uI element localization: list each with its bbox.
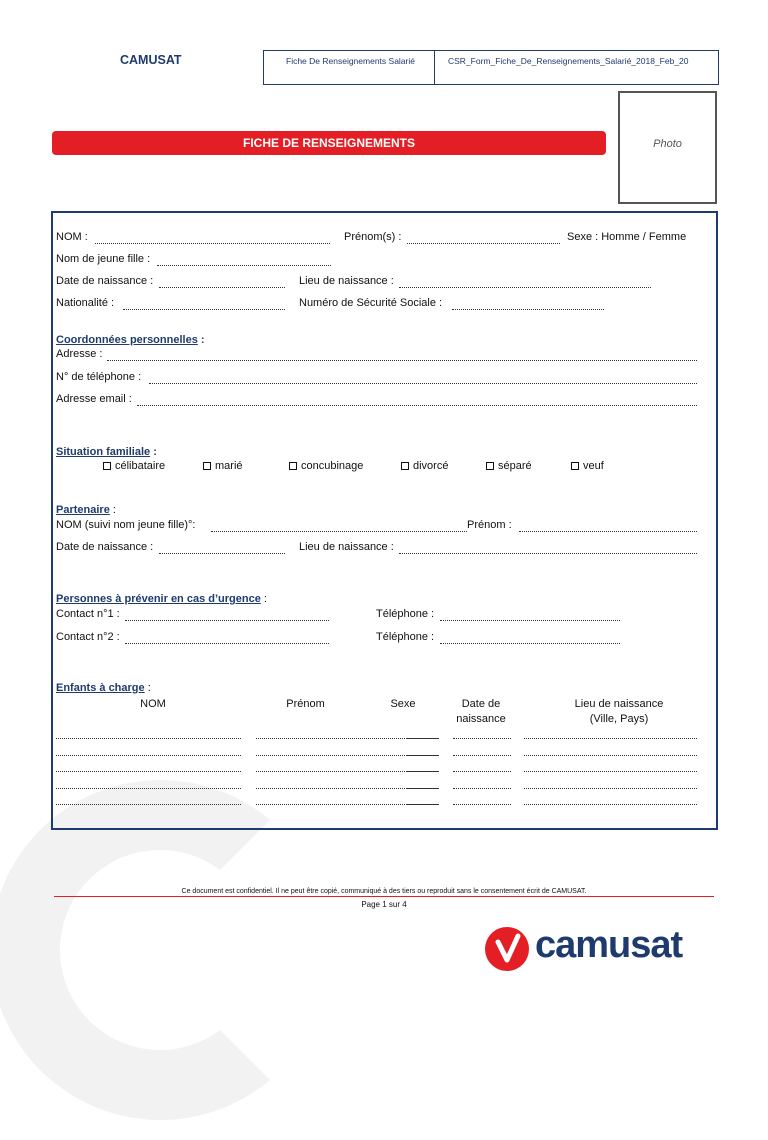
checkbox-icon[interactable]	[571, 462, 579, 470]
camusat-logo-text: camusat	[535, 924, 683, 966]
checkbox-icon[interactable]	[103, 462, 111, 470]
telephone-field[interactable]	[149, 383, 697, 384]
date-naissance-label: Date de naissance :	[56, 275, 154, 287]
contact1-field[interactable]	[125, 620, 329, 621]
adresse-field[interactable]	[107, 360, 697, 361]
child-nom-field[interactable]	[56, 788, 241, 789]
child-date-field[interactable]	[453, 788, 511, 789]
checkbox-icon[interactable]	[486, 462, 494, 470]
lieu-naissance-label: Lieu de naissance :	[299, 275, 394, 287]
securite-sociale-field[interactable]	[452, 309, 604, 310]
child-lieu-field[interactable]	[524, 771, 697, 772]
child-lieu-field[interactable]	[524, 738, 697, 739]
partenaire-heading: Partenaire :	[56, 504, 116, 516]
option-veuf[interactable]: veuf	[571, 460, 604, 472]
contact2-label: Contact n°2 :	[56, 631, 120, 643]
partenaire-nom-label: NOM (suivi nom jeune fille)°:	[56, 519, 196, 531]
option-marie[interactable]: marié	[203, 460, 243, 472]
page-number: Page 1 sur 4	[361, 900, 407, 909]
form-box	[51, 211, 718, 830]
child-sexe-field[interactable]	[407, 804, 438, 805]
child-lieu-field[interactable]	[524, 755, 697, 756]
contact2-telephone-field[interactable]	[440, 643, 620, 644]
child-date-field[interactable]	[453, 771, 511, 772]
option-separe[interactable]: séparé	[486, 460, 532, 472]
prenoms-field[interactable]	[407, 243, 560, 244]
photo-box[interactable]	[618, 91, 717, 204]
confidential-notice: Ce document est confidentiel. Il ne peut être copié, communiqué à des tiers ou reproduit sans le consentement écrit de CAMUSAT.	[181, 888, 587, 895]
partenaire-prenom-field[interactable]	[519, 531, 697, 532]
adresse-label: Adresse :	[56, 348, 103, 360]
option-celibataire[interactable]: célibataire	[103, 460, 165, 472]
col-nom: NOM	[140, 698, 166, 710]
checkbox-icon[interactable]	[203, 462, 211, 470]
date-naissance-field[interactable]	[159, 287, 285, 288]
nationalite-field[interactable]	[123, 309, 285, 310]
prenoms-label: Prénom(s) :	[344, 231, 402, 243]
securite-sociale-label: Numéro de Sécurité Sociale :	[299, 297, 443, 309]
child-date-field[interactable]	[453, 738, 511, 739]
child-nom-field[interactable]	[56, 771, 241, 772]
lieu-naissance-field[interactable]	[399, 287, 651, 288]
option-concubinage[interactable]: concubinage	[289, 460, 363, 472]
coordonnees-heading: Coordonnées personnelles :	[56, 334, 205, 346]
child-date-field[interactable]	[453, 755, 511, 756]
partenaire-lieu-label: Lieu de naissance :	[299, 541, 394, 553]
child-nom-field[interactable]	[56, 738, 241, 739]
partenaire-date-label: Date de naissance :	[56, 541, 154, 553]
sexe-label[interactable]: Sexe : Homme / Femme	[567, 231, 687, 243]
child-sexe-field[interactable]	[407, 788, 438, 789]
partenaire-prenom-label: Prénom :	[467, 519, 512, 531]
enfants-heading: Enfants à charge :	[56, 682, 151, 694]
partenaire-date-field[interactable]	[159, 553, 285, 554]
nom-label: NOM :	[56, 231, 88, 243]
nom-jeune-fille-field[interactable]	[157, 265, 331, 266]
col-sexe: Sexe	[390, 698, 416, 710]
checkbox-icon[interactable]	[401, 462, 409, 470]
partenaire-lieu-field[interactable]	[399, 553, 697, 554]
nom-field[interactable]	[95, 243, 330, 244]
col-lieu-naissance: Lieu de naissance (Ville, Pays)	[574, 698, 664, 725]
col-date-naissance: Date de naissance	[456, 698, 506, 725]
nationalite-label: Nationalité :	[56, 297, 115, 309]
contact1-telephone-label: Téléphone :	[376, 608, 435, 620]
child-lieu-field[interactable]	[524, 804, 697, 805]
child-date-field[interactable]	[453, 804, 511, 805]
nom-jeune-fille-label: Nom de jeune fille :	[56, 253, 151, 265]
brand-name: CAMUSAT	[120, 53, 182, 67]
contact1-label: Contact n°1 :	[56, 608, 120, 620]
child-lieu-field[interactable]	[524, 788, 697, 789]
partenaire-nom-field[interactable]	[211, 531, 467, 532]
camusat-logo-icon	[484, 926, 530, 972]
header-box	[263, 50, 719, 85]
checkbox-icon[interactable]	[289, 462, 297, 470]
email-field[interactable]	[137, 405, 697, 406]
photo-label: Photo	[653, 138, 682, 150]
contact1-telephone-field[interactable]	[440, 620, 620, 621]
contact2-field[interactable]	[125, 643, 329, 644]
child-nom-field[interactable]	[56, 804, 241, 805]
telephone-label: N° de téléphone :	[56, 371, 142, 383]
doc-title: Fiche De Renseignements Salarié	[286, 56, 415, 66]
child-sexe-field[interactable]	[407, 755, 438, 756]
col-prenom: Prénom	[286, 698, 325, 710]
doc-code: CSR_Form_Fiche_De_Renseignements_Salarié_2018_Feb_20	[448, 56, 689, 66]
child-sexe-field[interactable]	[407, 738, 438, 739]
page-title: FICHE DE RENSEIGNEMENTS	[52, 131, 606, 155]
header-divider	[434, 51, 435, 84]
child-sexe-field[interactable]	[407, 771, 438, 772]
urgence-heading: Personnes à prévenir en cas d’urgence :	[56, 593, 267, 605]
child-nom-field[interactable]	[56, 755, 241, 756]
footer-divider	[54, 896, 714, 897]
option-divorce[interactable]: divorcé	[401, 460, 448, 472]
email-label: Adresse email :	[56, 393, 132, 405]
contact2-telephone-label: Téléphone :	[376, 631, 435, 643]
situation-heading: Situation familiale :	[56, 446, 157, 458]
